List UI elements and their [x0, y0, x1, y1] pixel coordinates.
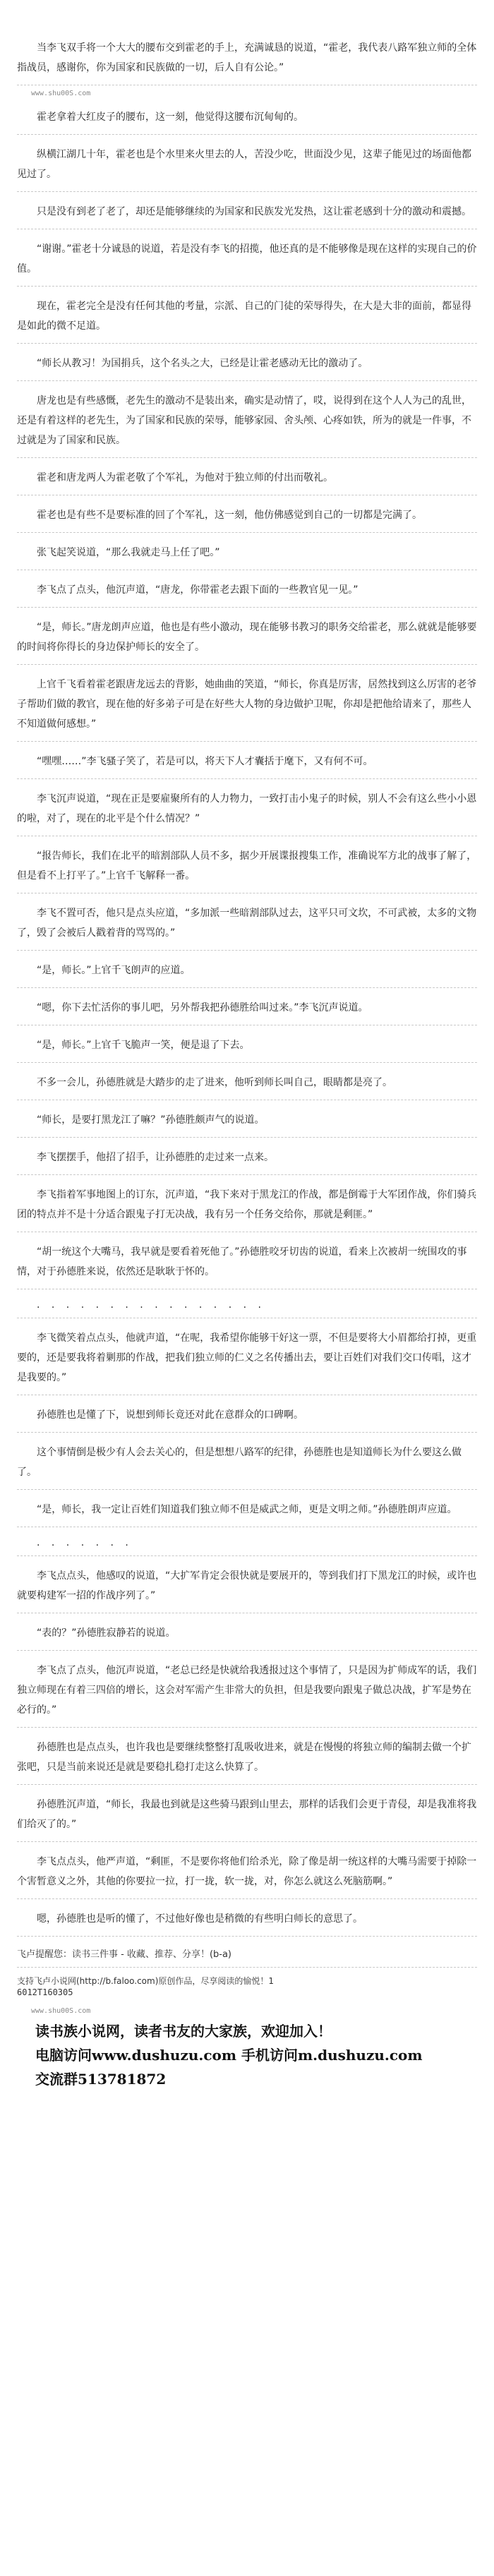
watermark-1: www.shu00S.com [31, 90, 91, 97]
paragraph-13: “是，师长。”唐龙朗声应道，他也是有些小激动，现在能够书教习的职务交给霍老，那么就就是能够要的时间将你得长的身边保护师长的安全了。 [17, 608, 477, 665]
paragraph-34: 孙德胜也是点点头，也许我也是要继续整整打乱吸收进来，就是在慢慢的将独立师的编制去做一个扩张吧，只是当前来说还是就是要稳扎稳打走这么快算了。 [17, 1728, 477, 1785]
paragraph-21: “是，师长。”上官千飞脆声一笑，便是退了下去。 [17, 1025, 477, 1063]
paragraph-12: 李飞点了点头，他沉声道，“唐龙，你带霍老去跟下面的一些教官见一见。” [17, 570, 477, 608]
paragraph-37: 嗯，孙德胜也是听的懂了，不过他好像也是稍微的有些明白师长的意思了。 [17, 1899, 477, 1937]
paragraph-3: 纵横江湖几十年，霍老也是个水里来火里去的人，苦没少吃，世面没少见，这辈子能见过的场面他都见过了。 [17, 135, 477, 192]
paragraph-2: 霍老拿着大红皮子的腰布，这一刻，他觉得这腰布沉甸甸的。 [17, 97, 477, 135]
paragraph-10: 霍老也是有些不是要标准的回了个军礼，这一刻，他仿佛感觉到自己的一切都是完满了。 [17, 495, 477, 533]
paragraph-14: 上官千飞看着霍老跟唐龙远去的背影，她曲曲的笑道，“师长，你真是厉害，居然找到这么厉害的老爷子帮助们做的教官，现在他的好多弟子可是在好些大人物的身边做护卫呢，你却是把他给请来了，那些人不知道做何感想。” [17, 665, 477, 742]
code-line: 6012T160305 [17, 1987, 73, 1997]
short-dots: . . . . . . . [17, 1527, 477, 1556]
paragraph-30: “是，师长，我一定让百姓们知道我们独立师不但是威武之师，更是文明之师。”孙德胜朗声应道。 [17, 1490, 477, 1527]
paragraph-36: 李飞点点头，他严声道，“剩匪，不是要你将他们给杀光，除了像是胡一统这样的大嘴马需要于掉除一个害暂意义之外，其他的你要拉一拉，打一拢，软一拢，对，你怎么就这么死脑筋啊。” [17, 1842, 477, 1899]
separator-dots: . . . . . . . . . . . . . . . . [17, 1289, 477, 1318]
paragraph-16: 李飞沉声说道，“现在正是要雇聚所有的人力物力，一致打击小鬼子的时候，别人不会有这么些小小恩的啦，对了，现在的北平是个什么情况？” [17, 779, 477, 836]
watermark-2: www.shu00S.com [31, 2007, 91, 2015]
paragraph-4: 只是没有到老了老了，却还是能够继续的为国家和民族发光发热，这让霍老感到十分的激动和震撼。 [17, 192, 477, 229]
support-line[interactable]: 支持飞卢小说网(http://b.faloo.com)原创作品，尽享阅读的愉悦！1 [17, 1976, 275, 1986]
paragraph-1: 当李飞双手将一个大大的腰布交到霍老的手上，充满诚恳的说道，“霍老，我代表八路军独立师的全体指战员，感谢你，你为国家和民族做的一切，后人自有公论。” [17, 28, 477, 85]
paragraph-18: 李飞不置可否，他只是点头应道，“多加派一些暗割部队过去，这平只可文坎，不可武被，太多的文物了，毁了会被后人戳着背的骂骂的。” [17, 893, 477, 951]
paragraph-31: 李飞点点头，他感叹的说道，“大扩军肯定会很快就是要展开的，等到我们打下黑龙江的时候，或许也就要构建军一招的作战序列了。” [17, 1556, 477, 1613]
end-reminder: 飞卢提醒您：读书三件事 - 收藏、推荐、分享！(b-a) [17, 1937, 477, 1968]
paragraph-32: “表的？”孙德胜寂静若的说道。 [17, 1613, 477, 1651]
paragraph-33: 李飞点了点头，他沉声说道，“老总已经是快就给我透报过这个事情了，只是因为扩师成军的话，我们独立师现在有着三四倍的增长，这会对军需产生非常大的负担，但是我要向跟鬼子做总决战，扩军是势在必行的。” [17, 1651, 477, 1728]
paragraph-29: 这个事情倒是极少有人会去关心的，但是想想八路军的纪律，孙德胜也是知道师长为什么要这么做了。 [17, 1433, 477, 1490]
paragraph-6: 现在，霍老完全是没有任何其他的考量，宗派、自己的门徒的荣辱得失，在大是大非的面前，都显得是如此的微不足道。 [17, 287, 477, 344]
paragraph-5: “谢谢。”霍老十分诚恳的说道，若是没有李飞的招揽，他还真的是不能够像是现在这样的实现自己的价值。 [17, 229, 477, 287]
paragraph-8: 唐龙也是有些感慨，老先生的激动不是装出来，确实是动情了，哎，说得到在这个人人为己的乱世，还是有着这样的老先生，为了国家和民族的荣辱，能够家园、舍头颅、心疼如铁，所为的就是一件事，不过就是为了国家和民族。 [17, 381, 477, 458]
paragraph-23: “师长，是要打黑龙江了嘛？”孙德胜颇声气的说道。 [17, 1100, 477, 1138]
paragraph-28: 孙德胜也是懂了下，说想到师长竟还对此在意群众的口碑啊。 [17, 1395, 477, 1433]
promo-line-3: 交流群513781872 [35, 2071, 167, 2088]
paragraph-20: “嗯，你下去忙活你的事儿吧，另外帮我把孙德胜给叫过来。”李飞沉声说道。 [17, 988, 477, 1025]
promo-line-2[interactable]: 电脑访问www.dushuzu.com 手机访问m.dushuzu.com [35, 2047, 423, 2064]
paragraph-22: 不多一会儿，孙德胜就是大踏步的走了进来，他听到师长叫自己，眼睛都是亮了。 [17, 1063, 477, 1100]
paragraph-27: 李飞微笑着点点头，他就声道，“在呢，我希望你能够干好这一票，不但是要将大小眉都给打掉，更重要的，还是要我将着剿那的作战，把我们独立师的仁义之名传播出去，要让百姓们对我们交口传唱，这才是我要的。” [17, 1318, 477, 1395]
paragraph-9: 霍老和唐龙两人为霍老敬了个军礼，为他对于独立师的付出而敬礼。 [17, 458, 477, 495]
paragraph-15: “嘿嘿……”李飞骚子笑了，若是可以，将天下人才囊括于麾下，又有何不可。 [17, 742, 477, 779]
promo-block [17, 2019, 477, 2091]
paragraph-11: 张飞起笑说道，“那么我就走马上任了吧。” [17, 533, 477, 570]
paragraph-24: 李飞摆摆手，他招了招手，让孙德胜的走过来一点来。 [17, 1138, 477, 1175]
promo-line-1: 读书族小说网，读者书友的大家族，欢迎加入！ [35, 2023, 332, 2040]
paragraph-17: “报告师长，我们在北平的暗割部队人员不多，据少开展谍报搜集工作，准确说军方北的战事了解了，但是看不上打平了。”上官千飞解释一番。 [17, 836, 477, 893]
paragraph-35: 孙德胜沉声道，“师长，我最也到就是这些骑马跟到山里去，那样的话我们会更于青侵，却是我准将我们给灭了的。” [17, 1785, 477, 1842]
paragraph-26: “胡一统这个大嘴马，我早就是要看着死他了。”孙德胜咬牙切齿的说道，看来上次被胡一统围攻的事情，对于孙德胜来说，依然还是耿耿于怀的。 [17, 1232, 477, 1289]
paragraph-25: 李飞指着军事地图上的订东，沉声道，“我下来对于黑龙江的作战，都是倒霉于大军团作战，你们骑兵团的特点并不是十分适合跟鬼子打无决战，我有另一个任务交给你，那就是剩匪。” [17, 1175, 477, 1232]
paragraph-19: “是，师长。”上官千飞朗声的应道。 [17, 951, 477, 988]
paragraph-7: “师长从教习！为国捐兵，这个名头之大，已经是让霍老感动无比的激动了。 [17, 344, 477, 381]
